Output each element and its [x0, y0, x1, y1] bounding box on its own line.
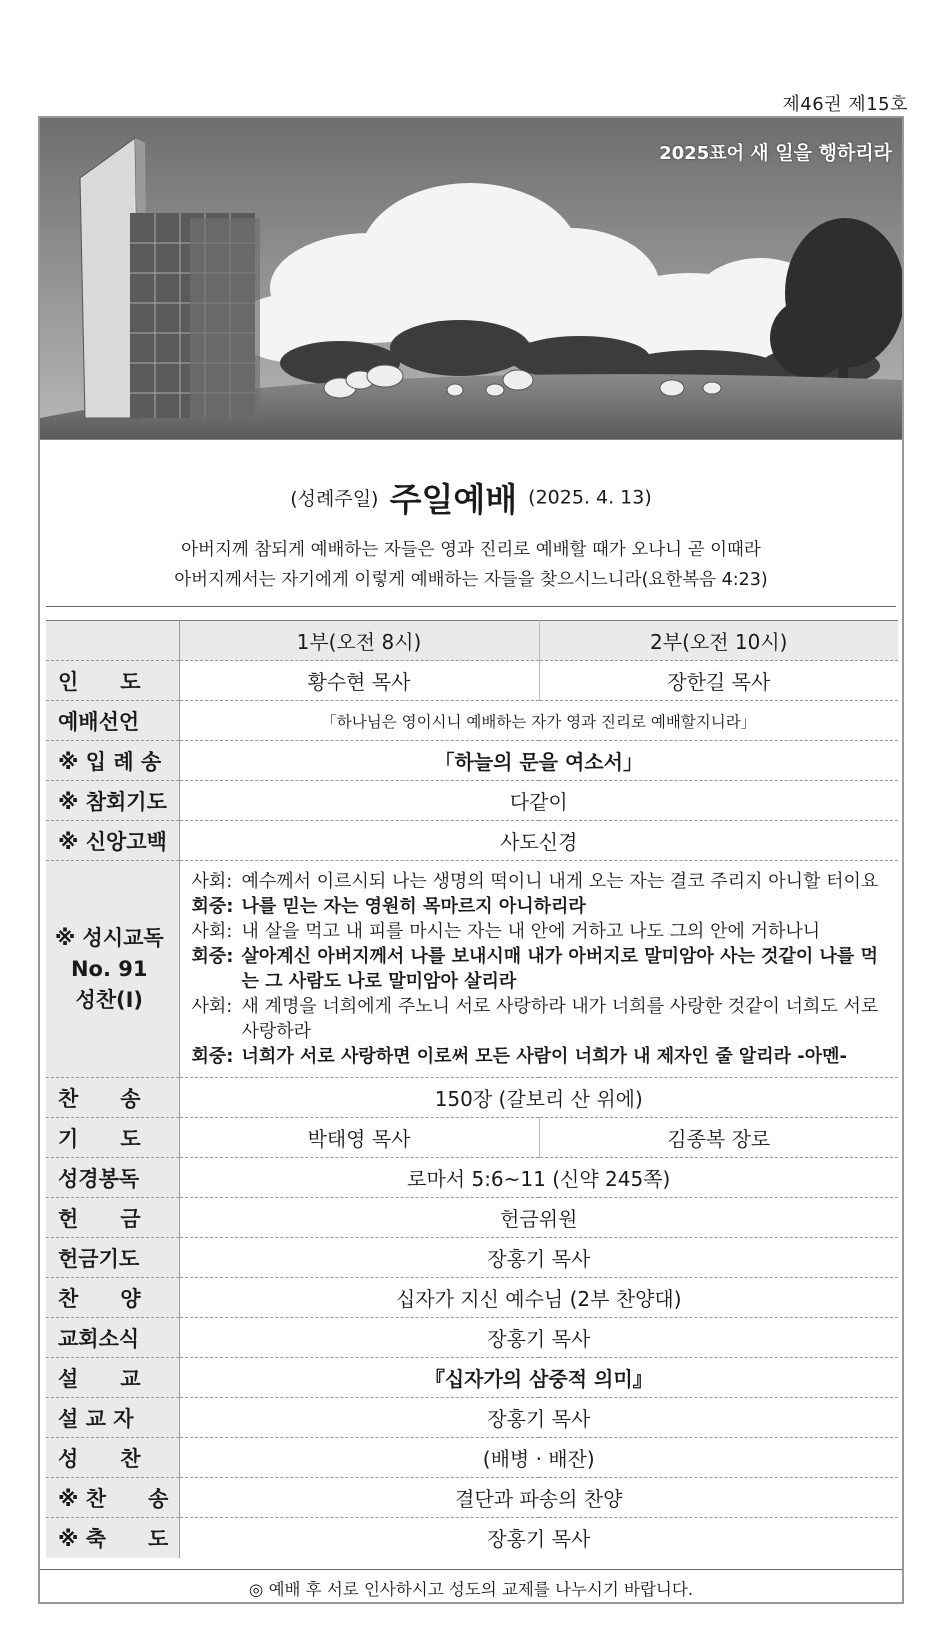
divider	[46, 606, 896, 607]
table-row	[46, 1438, 898, 1478]
table-row	[46, 1358, 898, 1398]
row-label-call: 예배선언	[46, 701, 179, 741]
column-header-second-service: 2부(오전 10시)	[539, 621, 898, 661]
footer-note: ◎ 예배 후 서로 인사하시고 성도의 교제를 나누시기 바랍니다.	[40, 1569, 902, 1600]
row-label-scripture: 성경봉독	[46, 1158, 179, 1198]
speaker: 회중:	[191, 1046, 234, 1067]
row-label-prayer: 기 도	[46, 1118, 179, 1158]
reading-line	[192, 994, 889, 1044]
reading-line	[192, 869, 889, 894]
offering-prayer-value: 장홍기 목사	[179, 1238, 898, 1278]
bulletin-frame	[38, 116, 904, 1604]
reading-line	[192, 919, 889, 944]
speaker: 사회:	[191, 996, 233, 1017]
row-label-confession: ※ 참회기도	[46, 781, 179, 821]
creed-value: 사도신경	[179, 821, 898, 861]
row-label-benediction: ※ 축 도	[46, 1518, 179, 1558]
reading-text: 너희가 서로 사랑하면 이로써 모든 사람이 너희가 내 제자인 줄 알리라 -아멘-	[241, 1046, 848, 1067]
motto-text: 새 일을 행하리라	[750, 142, 892, 164]
row-label-leader: 인 도	[46, 661, 179, 701]
row-label-anthem: 찬 양	[46, 1278, 179, 1318]
prayer-second-service: 김종복 장로	[539, 1118, 898, 1158]
reading-text: 예수께서 이르시되 나는 생명의 떡이니 내게 오는 자는 결코 주리지 아니할 터이요	[241, 871, 879, 892]
scripture-value: 로마서 5:6~11 (신약 245쪽)	[179, 1158, 898, 1198]
row-label-sermon: 설 교	[46, 1358, 179, 1398]
confession-value: 다같이	[179, 781, 898, 821]
responsive-reading-number: No. 91	[70, 956, 148, 981]
table-row	[46, 1398, 898, 1438]
verse-line-2: 아버지께서는 자기에게 이렇게 예배하는 자들을 찾으시느니라(요한복음 4:23)	[174, 570, 768, 590]
table-row	[46, 1278, 898, 1318]
reading-line	[192, 1044, 889, 1069]
row-label-preacher: 설 교 자	[46, 1398, 179, 1438]
row-label-offering: 헌 금	[46, 1198, 179, 1238]
row-label-offering-prayer: 헌금기도	[46, 1238, 179, 1278]
communion-value: (배병 · 배잔)	[179, 1438, 898, 1478]
table-row	[46, 701, 898, 741]
reading-text: 살아계신 아버지께서 나를 보내시매 내가 아버지로 말미암아 사는 것같이 나를 먹는 그 사람도 나로 말미암아 살리라	[241, 946, 878, 992]
annual-motto	[659, 138, 892, 165]
reading-text: 새 계명을 너희에게 주노니 서로 사랑하라 내가 너희를 사랑한 것같이 너희도 서로 사랑하라	[241, 996, 879, 1042]
table-row	[46, 1198, 898, 1238]
table-row	[46, 1318, 898, 1358]
speaker: 회중:	[191, 946, 234, 967]
reading-text: 나를 믿는 자는 영원히 목마르지 아니하리라	[241, 896, 586, 917]
table-row	[46, 1518, 898, 1558]
reading-line	[192, 894, 889, 919]
sermon-title: 『십자가의 삼중적 의미』	[179, 1358, 898, 1398]
hymn-value: 150장 (갈보리 산 위에)	[179, 1078, 898, 1118]
header-blank-cell	[46, 621, 179, 661]
verse-line-1: 아버지께 참되게 예배하는 자들은 영과 진리로 예배할 때가 오나니 곧 이때라	[181, 540, 761, 560]
closing-hymn-value: 결단과 파송의 찬양	[179, 1478, 898, 1518]
leader-first-service: 황수현 목사	[179, 661, 539, 701]
reading-text: 내 살을 먹고 내 피를 마시는 자는 내 안에 거하고 나도 그의 안에 거하나니	[241, 921, 821, 942]
speaker: 사회:	[191, 921, 233, 942]
offering-value: 헌금위원	[179, 1198, 898, 1238]
row-label-news: 교회소식	[46, 1318, 179, 1358]
issue-number: 제46권 제15호	[782, 94, 908, 115]
benediction-value: 장홍기 목사	[179, 1518, 898, 1558]
preacher-value: 장홍기 목사	[179, 1398, 898, 1438]
church-banner-image	[40, 118, 902, 440]
speaker: 회중:	[191, 896, 234, 917]
order-of-worship-table	[46, 620, 898, 1558]
table-row	[46, 821, 898, 861]
row-label-communion: 성 찬	[46, 1438, 179, 1478]
page-title: 주일예배	[389, 480, 518, 519]
table-row	[46, 1078, 898, 1118]
anthem-value: 십자가 지신 예수님 (2부 찬양대)	[179, 1278, 898, 1318]
motto-year: 2025표어	[659, 143, 744, 164]
row-label-responsive-reading	[46, 861, 179, 1078]
table-row	[46, 861, 898, 1078]
responsive-reading-label: ※ 성시교독	[54, 925, 164, 950]
title-line	[40, 474, 902, 521]
column-header-first-service: 1부(오전 8시)	[179, 621, 539, 661]
table-header-row	[46, 621, 898, 661]
row-label-creed: ※ 신앙고백	[46, 821, 179, 861]
table-row	[46, 1478, 898, 1518]
leader-second-service: 장한길 목사	[539, 661, 898, 701]
responsive-reading-topic: 성찬(Ⅰ)	[75, 987, 144, 1012]
speaker: 사회:	[191, 871, 233, 892]
news-value: 장홍기 목사	[179, 1318, 898, 1358]
table-row	[46, 1238, 898, 1278]
responsive-reading-text	[179, 861, 898, 1078]
table-row	[46, 661, 898, 701]
service-type: (성례주일)	[290, 488, 379, 510]
table-row	[46, 1118, 898, 1158]
table-row	[46, 781, 898, 821]
call-to-worship-text: 「하나님은 영이시니 예배하는 자가 영과 진리로 예배할지니라」	[179, 701, 898, 741]
row-label-closing-hymn: ※ 찬 송	[46, 1478, 179, 1518]
prayer-first-service: 박태영 목사	[179, 1118, 539, 1158]
row-label-hymn: 찬 송	[46, 1078, 179, 1118]
service-date: (2025. 4. 13)	[528, 486, 652, 509]
church-landscape-illustration	[40, 118, 902, 440]
entrance-hymn-title: 「하늘의 문을 여소서」	[179, 741, 898, 781]
reading-line	[192, 944, 889, 994]
row-label-entrance: ※ 입 례 송	[46, 741, 179, 781]
table-row	[46, 1158, 898, 1198]
table-row	[46, 741, 898, 781]
